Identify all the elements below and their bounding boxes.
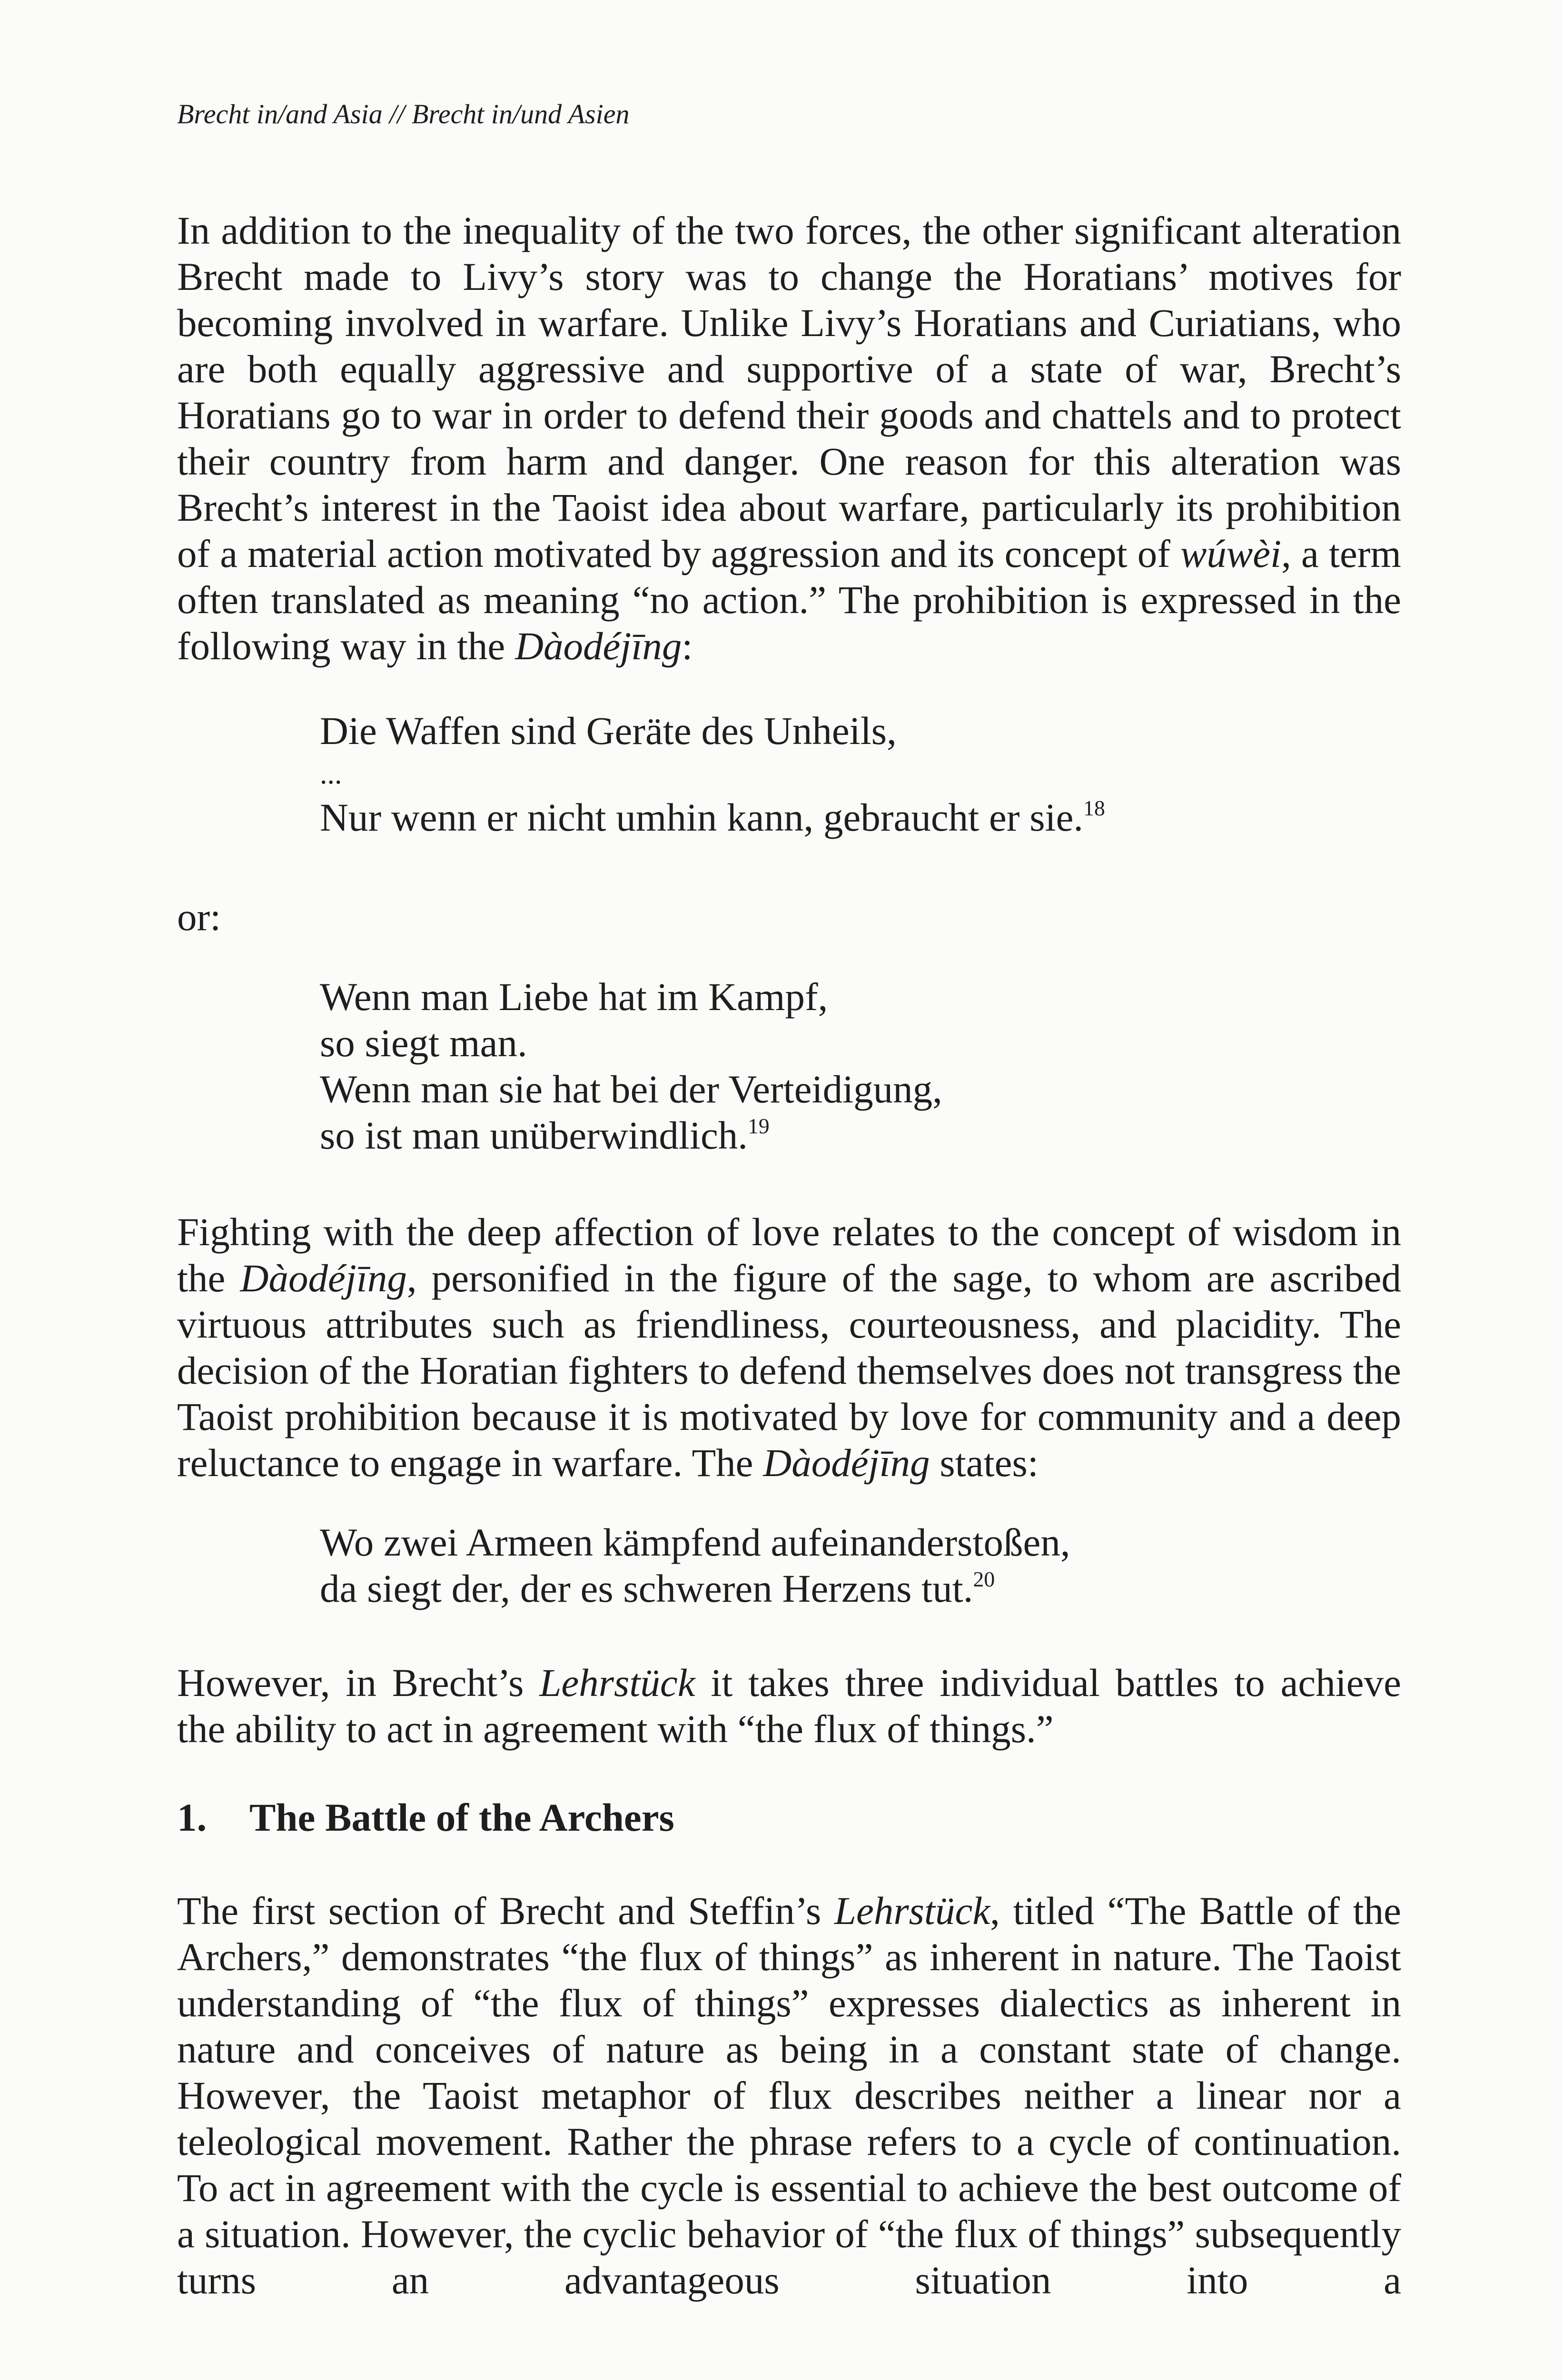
paragraph-1: In addition to the inequality of the two forces, the other significant alteration Brecht made to Livy’s story was to change the Horatians’ motives for becoming involved in warfare. Unlike Livy’s Horatians and Curiatians, who are both equally aggressive and supportive of a state of war, Brecht’s Horatians go to war in order to defend their goods and chattels and to protect their country from harm and danger. One reason for this alteration was Brecht’s interest in the Taoist idea about warfare, particularly its prohibition of a material action motivated by aggression and its concept of wúwèi, a term often translated as meaning “no action.” The prohibition is expressed in the following way in the Dàodéjīng: bbox=[177, 208, 1401, 668]
quote-line: Wenn man Liebe hat im Kampf, bbox=[320, 975, 828, 1019]
quote-line: Wenn man sie hat bei der Verteidigung, bbox=[320, 1067, 942, 1111]
paragraph-4: The first section of Brecht and Steffin’s Lehrstück, titled “The Battle of the Archers,” demonstrates “the flux of things” as inherent in nature. The Taoist understanding of “the flux of things” expresses dialectics as inherent in nature and conceives of nature as being in a constant state of change. However, the Taoist metaphor of flux describes neither a linear nor a teleological movement. Rather the phrase refers to a cycle of continuation. To act in agreement with the cycle is essential to achieve the best outcome of a situation. However, the cyclic behavior of “the flux of things” subsequently turns an advantageous situation into a bbox=[177, 1889, 1401, 2302]
section-title: The Battle of the Archers bbox=[249, 1795, 674, 1839]
quote-line: da siegt der, der es schweren Herzens tut.$^{20}$ bbox=[320, 1567, 995, 1610]
section-number: 1. bbox=[177, 1795, 207, 1839]
quote-line: Die Waffen sind Geräte des Unheils, bbox=[320, 709, 897, 753]
block-quote-2 bbox=[320, 974, 942, 1159]
quote-ellipsis: ... bbox=[320, 758, 342, 790]
title-daodejing: Dàodéjīng bbox=[240, 1256, 407, 1300]
block-quote-1 bbox=[320, 708, 1105, 841]
footnote-ref-20: 20 bbox=[973, 1567, 995, 1592]
title-daodejing: Dàodéjīng bbox=[763, 1441, 930, 1485]
paragraph-3: However, in Brecht’s Lehrstück it takes three individual battles to achieve the ability to act in agreement with “the flux of things.” bbox=[177, 1661, 1401, 1751]
quote-line: so siegt man. bbox=[320, 1021, 527, 1065]
footnote-ref-19: 19 bbox=[748, 1114, 770, 1139]
running-header: Brecht in/and Asia // Brecht in/und Asien bbox=[177, 99, 630, 129]
section-heading bbox=[177, 1795, 674, 1840]
title-lehrstueck: Lehrstück bbox=[539, 1661, 695, 1705]
quote-line: so ist man unüberwindlich.$^{19}$ bbox=[320, 1113, 770, 1157]
paragraph-2: Fighting with the deep affection of love relates to the concept of wisdom in the Dàodéjīng, personified in the figure of the sage, to whom are ascribed virtuous attributes such as friendliness, courteousness, and placidity. The decision of the Horatian fighters to defend themselves does not transgress the Taoist prohibition because it is motivated by love for community and a deep reluctance to engage in warfare. The Dàodéjīng states: bbox=[177, 1210, 1401, 1485]
term-wuwei: wúwèi bbox=[1180, 532, 1282, 575]
footnote-ref-18: 18 bbox=[1083, 796, 1105, 821]
quote-line: Wo zwei Armeen kämpfend aufeinanderstoßen, bbox=[320, 1520, 1070, 1564]
connector-or: or: bbox=[177, 895, 221, 939]
title-lehrstueck: Lehrstück bbox=[834, 1889, 990, 1933]
quote-line: Nur wenn er nicht umhin kann, gebraucht er sie.$^{18}$ bbox=[320, 795, 1105, 839]
block-quote-3 bbox=[320, 1519, 1070, 1612]
title-daodejing: Dàodéjīng bbox=[515, 624, 682, 668]
